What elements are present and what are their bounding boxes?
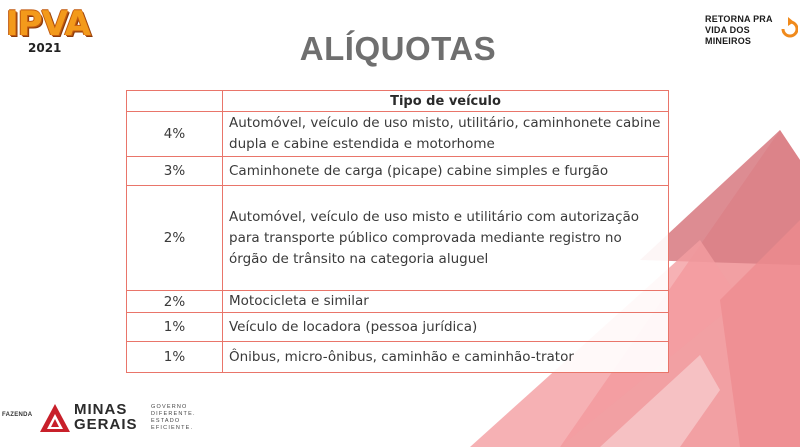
vehicle-type-cell: Caminhonete de carga (picape) cabine simples e furgão <box>223 157 669 186</box>
rate-cell: 2% <box>127 186 223 291</box>
slogan-line-1: RETORNA PRA <box>705 14 773 24</box>
vehicle-type-cell: Motocicleta e similar <box>223 291 669 313</box>
motto-line-1: GOVERNO <box>151 404 188 410</box>
vehicle-type-cell: Veículo de locadora (pessoa jurídica) <box>223 313 669 342</box>
slogan-line-2: VIDA DOS MINEIROS <box>705 25 752 46</box>
page-title <box>0 30 800 68</box>
vehicle-type-cell: Automóvel, veículo de uso misto e utilitário com autorização para transporte público comprovada mediante registro no órgão de trânsito na categoria aluguel <box>223 186 669 291</box>
rate-cell: 1% <box>127 342 223 373</box>
motto-line-3: ESTADO <box>151 418 181 424</box>
state-name-line-1: MINAS <box>74 401 128 418</box>
rate-cell: 2% <box>127 291 223 313</box>
government-motto <box>151 404 196 432</box>
table-row <box>127 186 669 291</box>
state-name-line-2: GERAIS <box>74 416 138 433</box>
vehicle-type-cell: Ônibus, micro-ônibus, caminhão e caminhão-trator <box>223 342 669 373</box>
table-row <box>127 112 669 157</box>
table-row <box>127 291 669 313</box>
minas-gerais-triangle-icon <box>38 401 72 435</box>
rate-cell: 3% <box>127 157 223 186</box>
vehicle-type-cell: Automóvel, veículo de uso misto, utilitário, caminhonete cabine dupla e cabine estendida e motorhome <box>223 112 669 157</box>
table-header-row <box>127 91 669 112</box>
table-row <box>127 313 669 342</box>
header-rate-cell <box>127 91 223 112</box>
minas-gerais-wordmark <box>74 402 138 432</box>
fazenda-label: FAZENDA <box>2 412 33 418</box>
ipva-logo-year: 2021 <box>28 41 62 55</box>
table-row <box>127 157 669 186</box>
motto-line-4: EFICIENTE. <box>151 425 194 431</box>
motto-line-2: DIFERENTE. <box>151 411 196 417</box>
ipva-logo-text: IPVA <box>6 4 90 44</box>
rates-table <box>126 90 669 373</box>
rate-cell: 1% <box>127 313 223 342</box>
rate-cell: 4% <box>127 112 223 157</box>
page-title-text: ALÍQUOTAS <box>299 30 497 67</box>
header-vehicle-type: Tipo de veículo <box>223 91 669 112</box>
table-row <box>127 342 669 373</box>
